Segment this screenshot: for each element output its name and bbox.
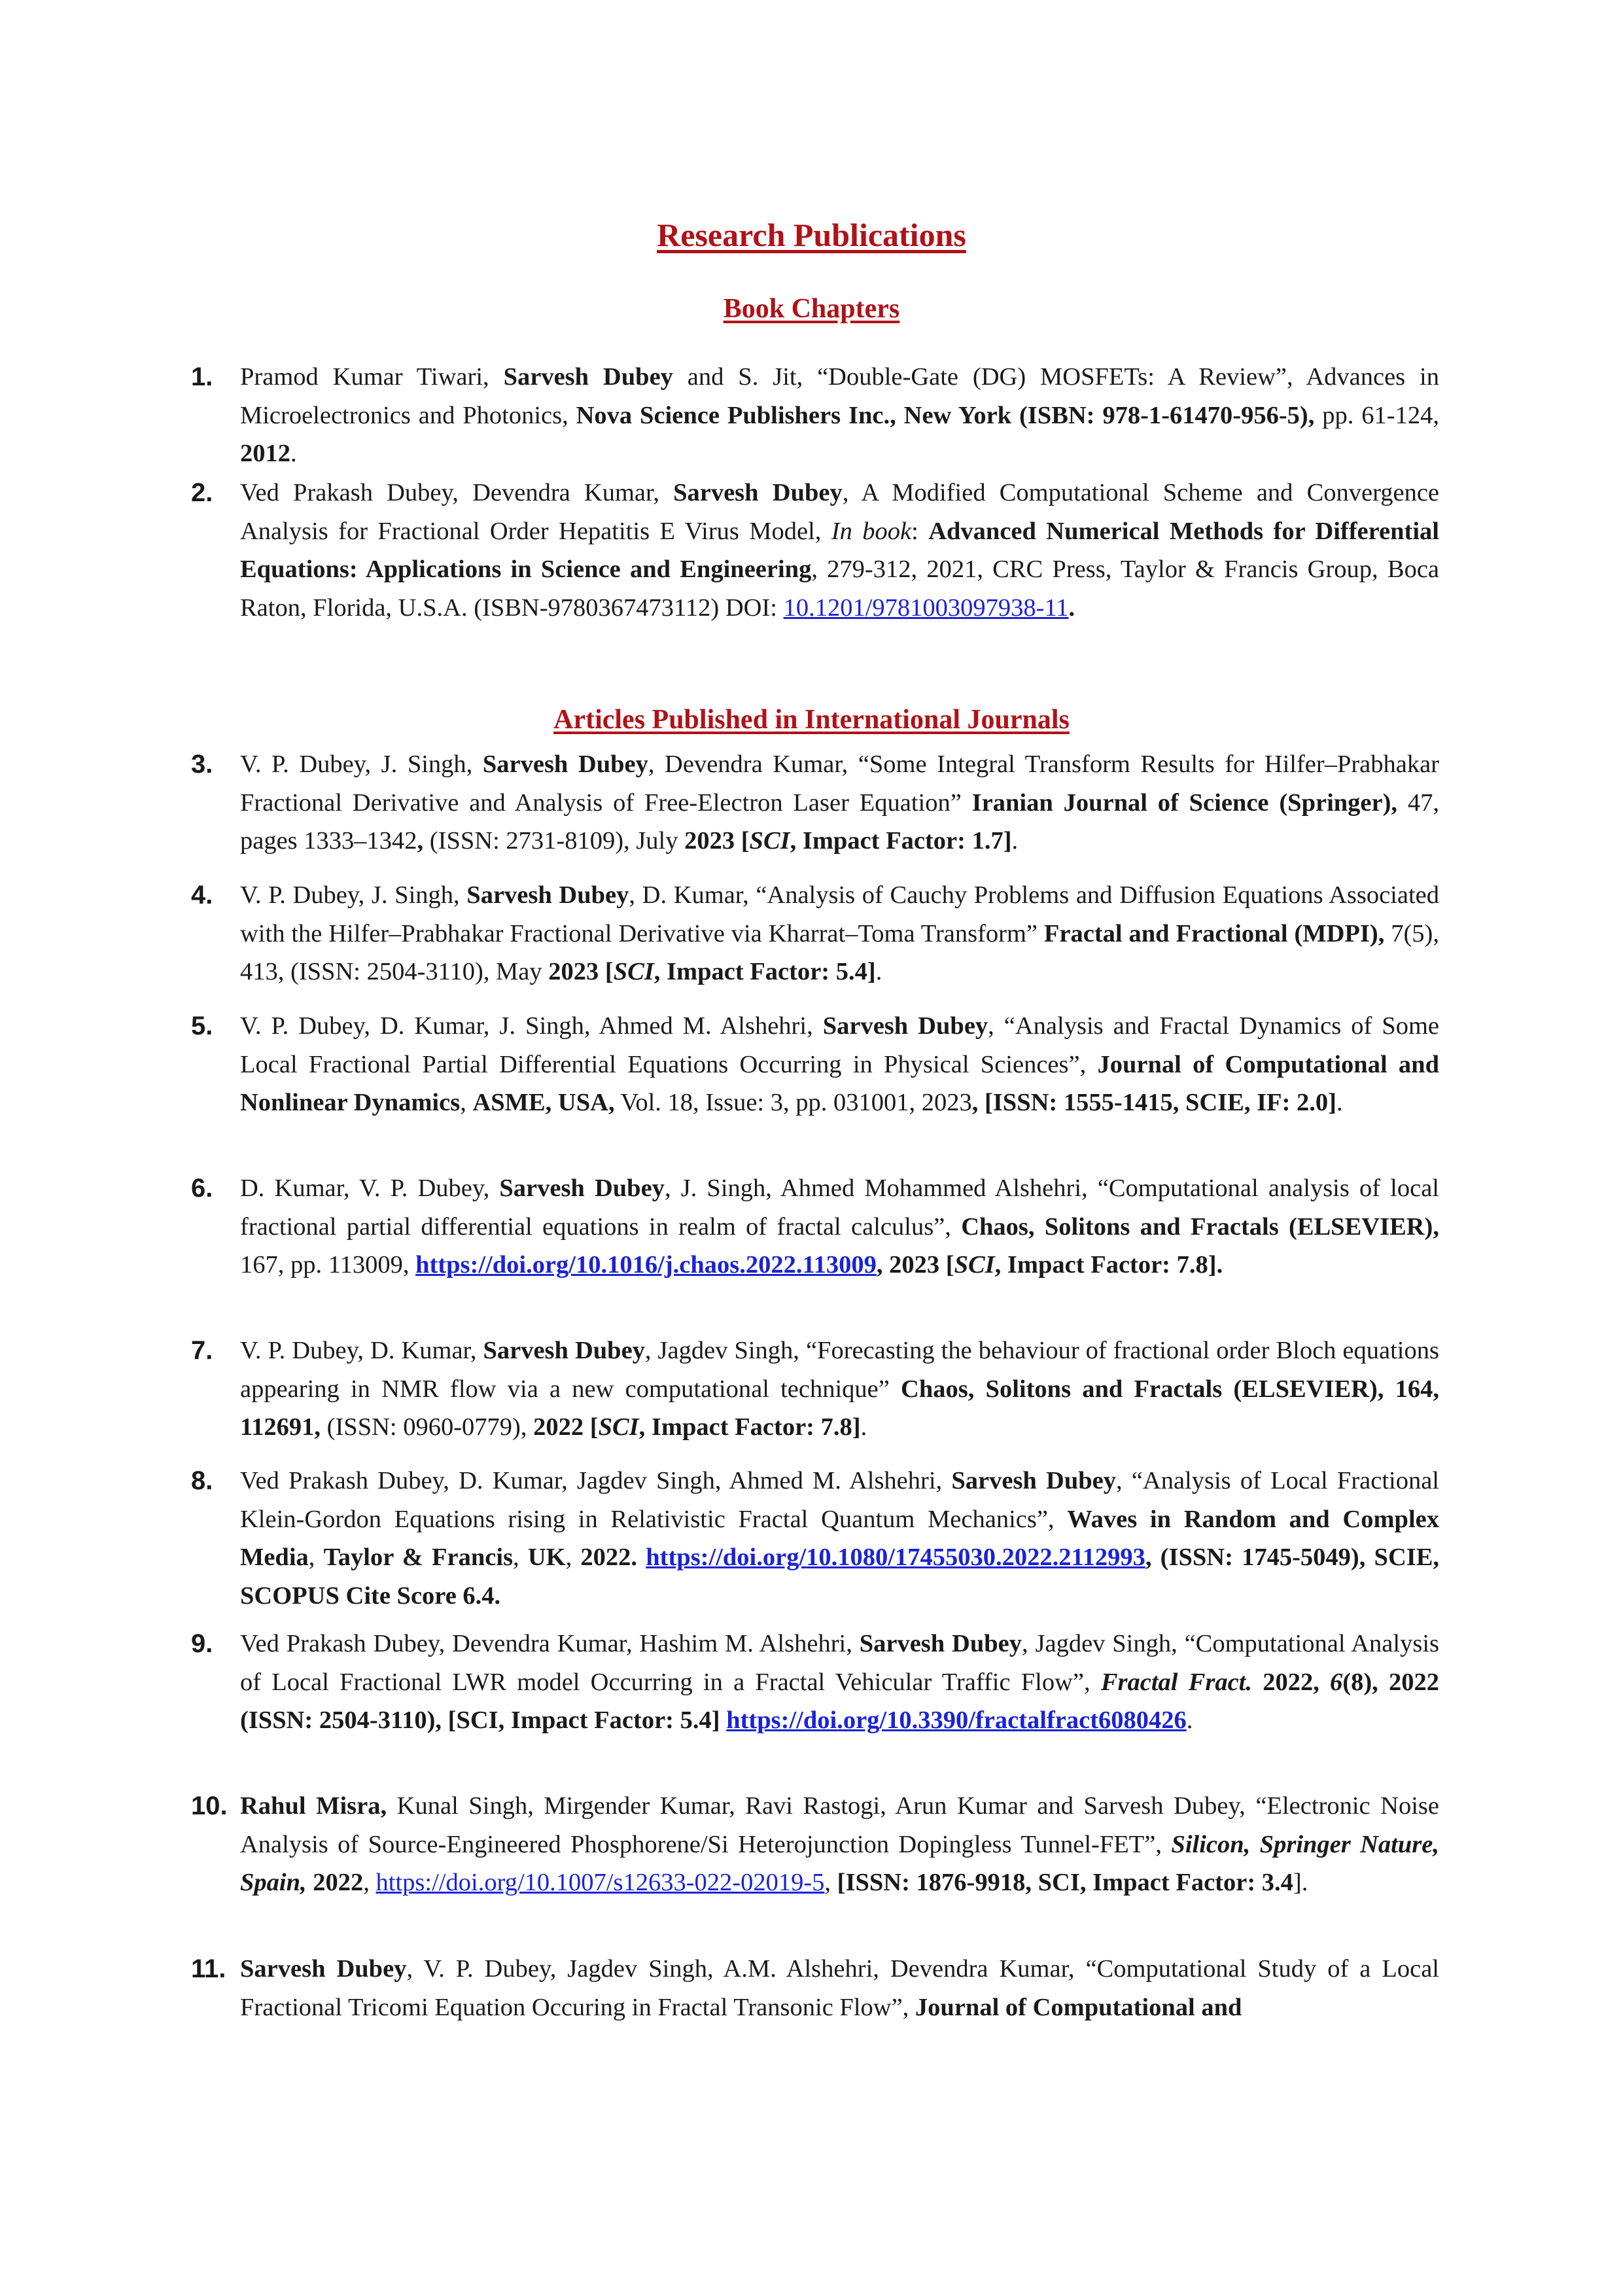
entry-text-run: Sarvesh Dubey: [822, 1012, 988, 1040]
entry-text-run: UK: [527, 1544, 566, 1571]
entry-text-run: , D. Kumar, “Analysis of Cauchy Problems and Diffusion Equations Associated with the Hilfer–Prabhakar Fractional Derivative via Kharrat–Toma Transform”: [240, 881, 1439, 947]
entry-text-run: , Impact Factor: 5.4]: [654, 958, 876, 985]
entry-text-run: Kunal Singh, Mirgender Kumar, Ravi Rastogi, Arun Kumar and Sarvesh Dubey, “Electronic Noise Analysis of Source-Engineered Phosphorene/Si Heterojunction Dopingless Tunnel-FET”,: [240, 1792, 1439, 1858]
entry-number: 3.: [191, 750, 213, 779]
entry-text-run: and S. Jit, “Double-Gate (DG) MOSFETs: A Review”, Advances in Microelectronics and Photonics,: [240, 363, 1440, 429]
entry-text-run: (8), 2022 (ISSN: 2504-3110), [SCI, Impact Factor: 5.4]: [240, 1668, 1439, 1734]
entry-text: [240, 1462, 1439, 1615]
entry-number: 6.: [191, 1174, 213, 1203]
entry-text-run: , Devendra Kumar, “Some Integral Transform Results for Hilfer–Prabhakar Fractional Derivative and Analysis of Free-Electron Laser Equation”: [240, 751, 1440, 817]
entry-text-run: , (ISSN: 1745-5049), SCIE, SCOPUS Cite Score 6.4.: [240, 1544, 1440, 1610]
entry-number: 7.: [191, 1336, 213, 1365]
doi-link[interactable]: 10.1201/9781003097938-11: [783, 593, 1069, 622]
entry-text-run: Sarvesh Dubey: [466, 881, 629, 909]
entry-text-run: Journal of Computational and: [915, 1993, 1242, 2021]
entry-text: [240, 1625, 1439, 1740]
entry-number: 10.: [191, 1792, 228, 1820]
entry-text-run: Vol. 18, Issue: 3, pp. 031001, 2023: [614, 1089, 972, 1116]
entry-text-run: Ved Prakash Dubey, Devendra Kumar,: [240, 479, 674, 506]
entry-text-run: .: [1336, 1089, 1343, 1116]
doi-link[interactable]: https://doi.org/10.1016/j.chaos.2022.113009: [415, 1251, 877, 1279]
entry-text-run: , “Analysis and Fractal Dynamics of Some Local Fractional Partial Differential Equations Occurring in Physical Sciences”,: [240, 1012, 1439, 1078]
entry-number: 2.: [191, 478, 213, 507]
entry-text-run: (ISSN: 2731-8109), July: [423, 827, 685, 855]
entry-text-run: :: [911, 517, 929, 545]
entry-text-run: Rahul Misra,: [240, 1792, 387, 1820]
entry-text-run: .: [1186, 1706, 1193, 1734]
entry-text-run: V. P. Dubey, D. Kumar,: [240, 1337, 483, 1364]
entry-text-run: Chaos, Solitons and Fractals (ELSEVIER),: [961, 1212, 1439, 1241]
entry-text-run: V. P. Dubey, J. Singh,: [240, 881, 467, 909]
entry-text-run: Iranian Journal of Science (Springer),: [971, 788, 1398, 817]
entry-text-run: , Impact Factor: 1.7]: [790, 827, 1012, 855]
entry-text-run: , [ISSN: 1555-1415, SCIE, IF: 2.0]: [971, 1089, 1336, 1116]
entry-text-run: Sarvesh Dubey: [859, 1630, 1022, 1657]
entry-text-run: ,: [565, 1544, 581, 1571]
entry-text: [240, 1007, 1439, 1122]
entry-text-run: 167, pp. 113009,: [240, 1251, 416, 1279]
entry-text-run: , Jagdev Singh, “Computational Analysis of Local Fractional LWR model Occurring in a Fractal Vehicular Traffic Flow”,: [240, 1630, 1439, 1696]
doi-link[interactable]: https://doi.org/10.1080/17455030.2022.2112993: [646, 1544, 1145, 1571]
entry-text-run: , Impact Factor: 7.8].: [994, 1251, 1223, 1279]
entry-text-run: , 279-312, 2021, CRC Press, Taylor & Francis Group, Boca Raton, Florida, U.S.A. (ISBN-9780367473112) DOI:: [240, 556, 1439, 622]
entry-text-run: Waves in Random and Complex Media: [240, 1505, 1439, 1571]
entry-text-run: 2022 [: [533, 1413, 599, 1441]
entry-text-run: Journal of Computational and Nonlinear Dynamics: [240, 1050, 1439, 1116]
entry-text-run: V. P. Dubey, J. Singh,: [240, 751, 483, 778]
entry-text-run: , A Modified Computational Scheme and Convergence Analysis for Fractional Order Hepatitis E Virus Model,: [240, 479, 1440, 545]
entry-text: [240, 474, 1439, 627]
entry-text-run: Sarvesh Dubey: [483, 1337, 645, 1364]
entry-text-run: , 2023 [: [876, 1251, 954, 1279]
entry-text-run: .: [1011, 827, 1019, 855]
entry-text-run: ,: [824, 1869, 837, 1896]
entry-text-run: [ISSN: 1876-9918, SCI, Impact Factor: 3.4: [837, 1869, 1293, 1896]
page-title: Research Publications: [657, 217, 966, 253]
entry-text-run: Sarvesh Dubey: [499, 1174, 665, 1202]
entry-text-run: 2023 [: [684, 827, 750, 855]
entry-text-run: Ved Prakash Dubey, D. Kumar, Jagdev Singh, Ahmed M. Alshehri,: [240, 1467, 952, 1494]
entry-text-run: .: [290, 440, 297, 467]
entry-text-run: (ISSN: 0960-0779),: [321, 1413, 534, 1441]
entry-text: [240, 876, 1439, 991]
entry-text-run: .: [1068, 593, 1075, 622]
entry-text-run: , “Analysis of Local Fractional Klein-Gordon Equations rising in Relativistic Fractal Quantum Mechanics”,: [240, 1467, 1439, 1533]
entry-text: [240, 1950, 1439, 2026]
entry-text-run: ,: [460, 1089, 473, 1116]
entry-text: [240, 745, 1439, 860]
entry-text-run: Taylor & Francis: [323, 1544, 514, 1571]
entry-text-run: ].: [1293, 1869, 1308, 1896]
entry-number: 11.: [191, 1954, 226, 1983]
entry-text-run: [307, 1869, 313, 1896]
entry-text-run: , J. Singh, Ahmed Mohammed Alshehri, “Computational analysis of local fractional partial differential equations in realm of fractal calculus”,: [240, 1174, 1439, 1241]
entry-number: 9.: [191, 1629, 213, 1658]
entry-text-run: pp. 61-124,: [1314, 401, 1439, 429]
entry-text-run: Sarvesh Dubey: [240, 1955, 407, 1983]
entry-text-run: , Impact Factor: 7.8]: [638, 1413, 861, 1441]
entry-text-run: 2022,: [1252, 1668, 1331, 1696]
entry-text-run: 2012: [240, 440, 290, 467]
entry-number: 4.: [191, 881, 213, 910]
entry-text-run: Sarvesh Dubey: [673, 479, 843, 506]
entry-text-run: 7(5), 413, (ISSN: 2504-3110), May: [240, 919, 1439, 985]
entry-number: 8.: [191, 1466, 213, 1495]
entry-text-run: ASME, USA,: [472, 1089, 615, 1116]
doi-link[interactable]: https://doi.org/10.3390/fractalfract6080426: [726, 1706, 1187, 1734]
entry-text-run: , V. P. Dubey, Jagdev Singh, A.M. Alshehri, Devendra Kumar, “Computational Study of a Local Fractional Tricomi Equation Occuring in Fractal Transonic Flow”,: [240, 1955, 1439, 2021]
entry-text-run: , Jagdev Singh, “Forecasting the behaviour of fractional order Bloch equations appearing in NMR flow via a new computational technique”: [240, 1337, 1439, 1403]
entry-text-run: 6: [1330, 1668, 1343, 1696]
entry-text-run: Fractal and Fractional (MDPI),: [1043, 919, 1385, 947]
entry-text-run: 2022.: [580, 1544, 646, 1571]
entry-text-run: Sarvesh Dubey: [482, 751, 648, 778]
entry-text: [240, 358, 1439, 473]
entry-text: [240, 1787, 1439, 1902]
entry-text-run: 2022: [313, 1869, 364, 1896]
doi-link[interactable]: https://doi.org/10.1007/s12633-022-02019-5: [375, 1869, 825, 1896]
entry-text-run: ,: [417, 827, 424, 855]
entry-text-run: Fractal Fract.: [1100, 1668, 1253, 1696]
entry-text-run: Silicon, Springer Nature, Spain,: [240, 1830, 1439, 1896]
entry-text-run: SCI: [598, 1413, 639, 1441]
entry-text-run: ,: [513, 1544, 528, 1571]
entry-text-run: .: [875, 958, 882, 985]
entry-text-run: ,: [363, 1869, 376, 1896]
entry-text-run: 47, pages 1333–1342: [240, 788, 1440, 855]
entry-text-run: Sarvesh Dubey: [951, 1467, 1116, 1494]
entry-text-run: .: [860, 1413, 867, 1441]
entry-text-run: SCI: [954, 1251, 995, 1279]
section-heading-book-chapters: Book Chapters: [723, 294, 900, 324]
entry-text-run: 2023 [: [548, 958, 614, 985]
entry-text: [240, 1169, 1439, 1284]
entry-text-run: SCI: [749, 827, 790, 855]
entry-text-run: V. P. Dubey, D. Kumar, J. Singh, Ahmed M. Alshehri,: [240, 1012, 823, 1040]
entry-number: 5.: [191, 1012, 213, 1040]
entry-text-run: Nova Science Publishers Inc., New York (ISBN: 978-1-61470-956-5),: [576, 401, 1315, 429]
entry-text: [240, 1332, 1439, 1447]
entry-number: 1.: [191, 362, 213, 391]
entry-text-run: Sarvesh Dubey: [503, 363, 673, 391]
entry-text-run: Ved Prakash Dubey, Devendra Kumar, Hashim M. Alshehri,: [240, 1630, 860, 1657]
entry-text-run: In book: [831, 517, 912, 545]
section-heading-journal-articles: Articles Published in International Journals: [553, 705, 1070, 735]
entry-text-run: D. Kumar, V. P. Dubey,: [240, 1174, 500, 1202]
entry-text-run: SCI: [613, 958, 654, 985]
entry-text-run: Advanced Numerical Methods for Differential Equations: Applications in Science and Engineering: [240, 517, 1439, 583]
entry-text-run: ,: [308, 1544, 324, 1571]
entry-text-run: Pramod Kumar Tiwari,: [240, 363, 504, 391]
entry-text-run: Chaos, Solitons and Fractals (ELSEVIER), 164, 112691,: [240, 1375, 1439, 1441]
